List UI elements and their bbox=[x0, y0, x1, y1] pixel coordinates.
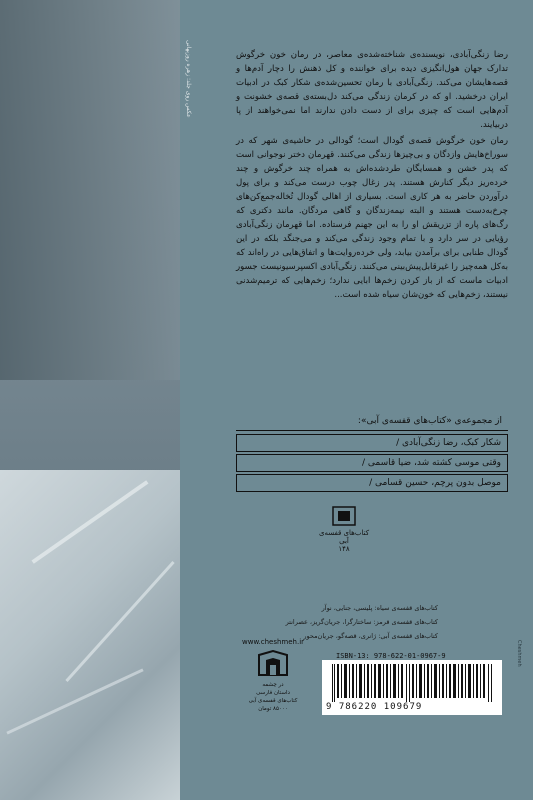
cheshmeh-logo-icon bbox=[256, 650, 290, 678]
photo-credit: عکس روی جلد: زهره روزبهانی bbox=[185, 40, 192, 118]
imprint-number: ۱۴۸ bbox=[338, 545, 350, 553]
shelf-line: کتاب‌های قفسه‌ی قرمز: ساختارگرا، جریان‌گریز، عصرانتر bbox=[285, 618, 438, 626]
spine-tag: Cheshmeh bbox=[516, 640, 522, 667]
back-cover-text bbox=[236, 48, 508, 688]
series-box bbox=[236, 412, 508, 494]
blurb-paragraph-1: رضا زنگی‌آبادی، نویسنده‌ی شناخته‌شده‌ی معاصر، در رمان خون خرگوش تدارک جهان هول‌انگیزی دیده برای خواننده و کل ذهنش را دچار آدم‌ها و قصه‌هایشان می‌کند. زنگی‌آبادی با رمان تحسین‌شده‌ی شکار کبک در ادبیات ایران درخشید. او که در کرمان زندگی می‌کند دل‌بسته‌ی قصه‌ی خشونت و آدم‌هایی است که چیزی برای از دست دادن ندارند اما نمی‌خواهند از پا دربیایند. bbox=[236, 50, 508, 130]
price: ۸۵۰۰۰ تومان bbox=[258, 706, 288, 712]
series-item: شکار کبک، رضا زنگی‌آبادی / bbox=[236, 434, 508, 452]
photo-shadow bbox=[0, 0, 180, 380]
cover-photo bbox=[0, 0, 180, 800]
publisher-url: www.cheshmeh.ir bbox=[242, 638, 305, 646]
series-item: موصل بدون پرچم، حسین قسامی / bbox=[236, 474, 508, 492]
publisher-block bbox=[242, 638, 304, 728]
blue-shelf-icon bbox=[329, 505, 359, 527]
barcode bbox=[322, 660, 502, 715]
publisher-caption: در چشمه bbox=[262, 682, 284, 688]
blurb-paragraph-2: رمان خون خرگوش قصه‌ی گودال است؛ گودالی در حاشیه‌ی شهر که در سوراخ‌هایش وازدگان و بی‌چیزها زندگی می‌کنند. قهرمان دختر نوجوانی است که پدر خشن و همسایگان طردشده‌اش به همراه چند خرگوش و چند خرده‌ریز دیگر کنارش هستند. پدر زغال چوب درست می‌کند و برای پول درآوردن حاضر به هر کاری است. بسیاری از اهالی گودال تُخاله‌جمع‌کن‌های چرخ‌به‌دست هستند و البته نیمه‌زندگان و گاهی مردگان. مانند دکتری که رگ‌های پاره از تزریقش او را به این جهنم فرستاده. اما قهرمان زنگی‌آبادی رؤیایی در سر دارد و با تمام وجود زندگی می‌کند و می‌جنگد بلکه در این گودال طنابی برای برآمدن بیابد، ولی خرده‌روایت‌ها و اتفاق‌هایی در راه‌اند که به‌کل همه‌چیز را غیرقابل‌پیش‌بینی می‌کنند. زنگی‌آبادی اکسپرسیونیست جسور ادبیات ماست که از باز کردن زخم‌ها ابایی ندارد؛ زخم‌هایی که ترمیم‌شدنی نیستند، زخم‌هایی که خون‌شان سیاه شده است... bbox=[236, 136, 508, 300]
publisher-caption: داستان فارسی bbox=[256, 690, 290, 696]
series-item: وقتی موسی کشته شد، ضیا قاسمی / bbox=[236, 454, 508, 472]
imprint-mark bbox=[316, 505, 372, 553]
series-list bbox=[236, 434, 508, 492]
barcode-bars bbox=[330, 664, 494, 702]
barcode-digits: 9 786220 109679 bbox=[326, 702, 423, 712]
shelf-line: کتاب‌های قفسه‌ی آبی: ژانری، قصه‌گو، جریان‌محور bbox=[303, 632, 438, 640]
blurb bbox=[236, 48, 508, 302]
publisher-caption: کتاب‌های قفسه‌ی آبی bbox=[248, 698, 298, 704]
series-title: از مجموعه‌ی «کتاب‌های قفسه‌ی آبی»: bbox=[236, 412, 508, 431]
imprint-label: کتاب‌های قفسه‌ی آبی bbox=[318, 529, 370, 545]
isbn-label: ISBN-13: 978-622-01-0967-9 bbox=[336, 652, 446, 660]
shelf-line: کتاب‌های قفسه‌ی سیاه: پلیسی، جنایی، نوآر bbox=[321, 604, 438, 612]
